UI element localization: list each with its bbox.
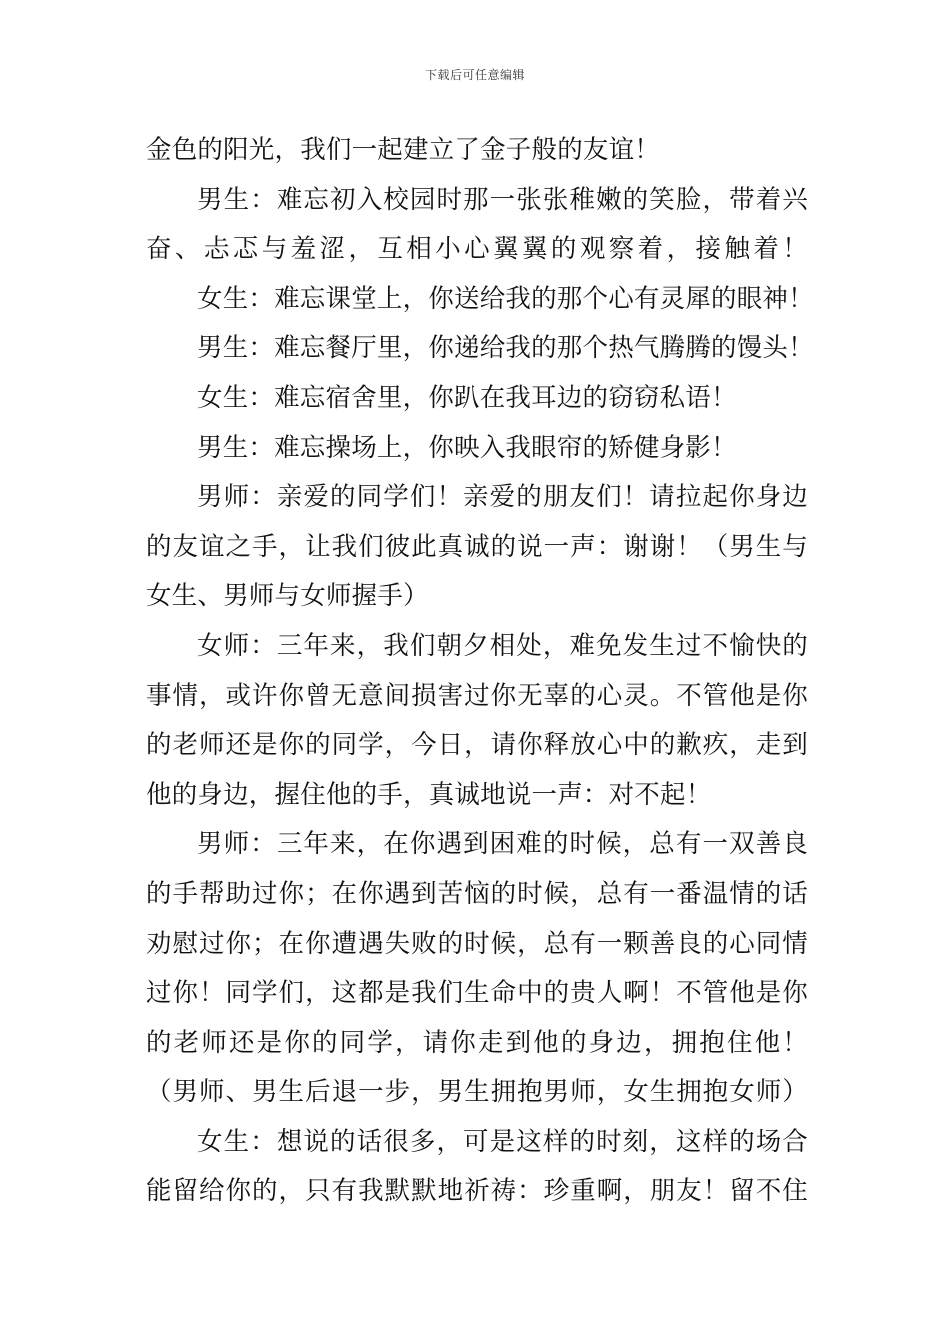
text-line: 过你！同学们，这都是我们生命中的贵人啊！不管他是你 [146, 978, 808, 1009]
document-body [146, 126, 814, 1217]
text-line: 的老师还是你的同学，今日，请你释放心中的歉疚，走到 [146, 730, 808, 761]
dialogue-line: 男师：三年来，在你遇到困难的时候，总有一双善良 [197, 829, 808, 860]
dialogue-line: 男生：难忘操场上，你映入我眼帘的矫健身影！ [197, 432, 737, 463]
dialogue-line: 女师：三年来，我们朝夕相处，难免发生过不愉快的 [197, 630, 808, 661]
text-line: 的友谊之手，让我们彼此真诚的说一声：谢谢！（男生与 [146, 531, 808, 562]
text-line: 的手帮助过你；在你遇到苦恼的时候，总有一番温情的话 [146, 878, 808, 909]
dialogue-line: 女生：难忘课堂上，你送给我的那个心有灵犀的眼神！ [197, 283, 814, 314]
stage-direction: （男师、男生后退一步，男生拥抱男师，女生拥抱女师） [146, 1077, 808, 1108]
dialogue-line: 女生：难忘宿舍里，你趴在我耳边的窃窃私语！ [197, 382, 737, 413]
text-line: 劝慰过你；在你遭遇失败的时候，总有一颗善良的心同情 [146, 928, 808, 959]
text-line: 他的身边，握住他的手，真诚地说一声：对不起！ [146, 779, 712, 810]
text-line: 金色的阳光，我们一起建立了金子般的友谊！ [146, 135, 661, 165]
page-header-note: 下载后可任意编辑 [424, 68, 525, 82]
text-line: 能留给你的，只有我默默地祈祷：珍重啊，朋友！留不住 [146, 1176, 808, 1207]
dialogue-line: 男生：难忘餐厅里，你递给我的那个热气腾腾的馒头！ [197, 333, 814, 364]
text-line: 奋、忐忑与羞涩，互相小心翼翼的观察着，接触着！ [146, 234, 808, 265]
dialogue-line: 男师：亲爱的同学们！亲爱的朋友们！请拉起你身边 [197, 482, 808, 513]
text-line: 事情，或许你曾无意间损害过你无辜的心灵。不管他是你 [146, 680, 808, 711]
text-line: 女生、男师与女师握手） [146, 581, 429, 612]
dialogue-line: 男生：难忘初入校园时那一张张稚嫩的笑脸，带着兴 [197, 184, 808, 215]
dialogue-line: 女生：想说的话很多，可是这样的时刻，这样的场合 [197, 1126, 808, 1157]
text-line: 的老师还是你的同学，请你走到他的身边，拥抱住他！ [146, 1027, 808, 1058]
